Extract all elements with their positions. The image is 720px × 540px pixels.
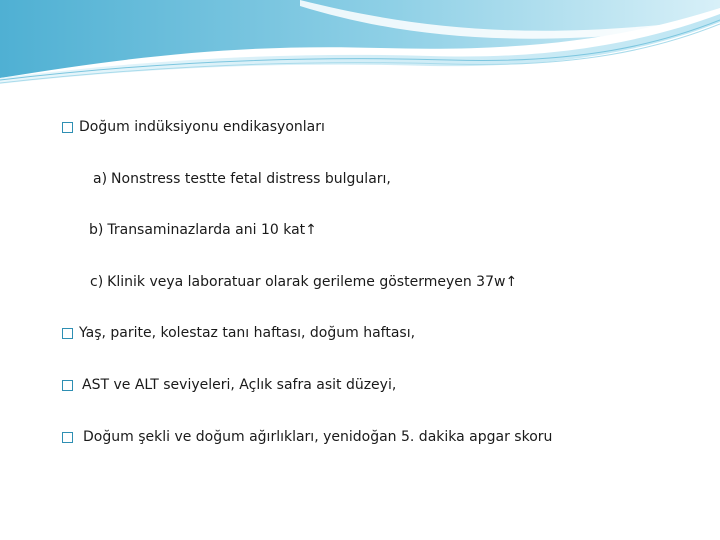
checkbox-bullet-icon xyxy=(62,328,73,339)
list-item xyxy=(89,221,317,239)
list-item xyxy=(62,118,325,136)
item-text: Doğum indüksiyonu endikasyonları xyxy=(79,119,325,135)
item-text: AST ve ALT seviyeleri, Açlık safra asit düzeyi, xyxy=(82,377,397,393)
checkbox-bullet-icon xyxy=(62,122,73,133)
item-text: Transaminazlarda ani 10 kat↑ xyxy=(107,222,317,238)
item-marker: b) xyxy=(89,222,104,238)
list-item xyxy=(93,170,391,188)
item-text: Nonstress testte fetal distress bulguları, xyxy=(111,171,391,187)
list-item xyxy=(90,273,517,291)
item-marker: c) xyxy=(90,274,104,290)
list-item xyxy=(62,428,552,446)
list-item xyxy=(62,376,396,394)
item-text: Doğum şekli ve doğum ağırlıkları, yenidoğan 5. dakika apgar skoru xyxy=(83,429,553,445)
item-text: Klinik veya laboratuar olarak gerileme göstermeyen 37w↑ xyxy=(107,274,518,290)
checkbox-bullet-icon xyxy=(62,432,73,443)
item-marker: a) xyxy=(93,171,108,187)
checkbox-bullet-icon xyxy=(62,380,73,391)
list-item xyxy=(62,324,415,342)
item-text: Yaş, parite, kolestaz tanı haftası, doğum haftası, xyxy=(79,325,416,341)
